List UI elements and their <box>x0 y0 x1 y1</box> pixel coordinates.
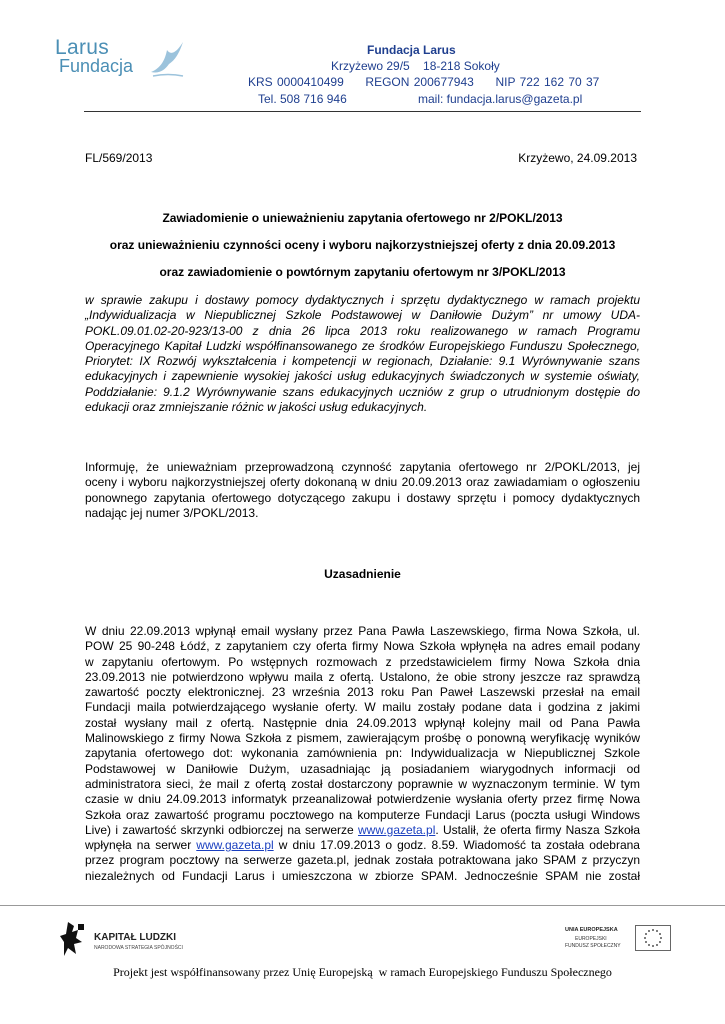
footer-divider <box>0 905 725 906</box>
justification-line: niezależnych od Fundacji Larus i umieszczona w zbiorze SPAM. Jednocześnie SPAM nie został <box>85 868 640 883</box>
intro-line: „Indywidualizacja w Niepublicznej Szkole Podstawowej w Daniłowie Dużym” nr umowy UDA- <box>85 308 640 323</box>
justification-heading: Uzasadnienie <box>324 567 401 581</box>
logo-fundacja-text: Fundacja <box>59 56 134 76</box>
kapital-ludzki-logo <box>60 920 200 960</box>
org-address: Krzyżewo 29/5 18-218 Sokoły <box>331 59 500 73</box>
intro-line: edukacji oraz zmniejszanie różnic w jakości usług edukacyjnych. <box>85 400 428 415</box>
org-phone: Tel. 508 716 946 <box>258 92 347 106</box>
document-date: Krzyżewo, 24.09.2013 <box>518 151 637 165</box>
eu-line-2: EUROPEJSKI <box>575 936 607 942</box>
justification-line: 23.09.2013 nie potwierdzono wpływu maila z ofertą. Ustalono, że obie strony jeszcze raz sprawdzą <box>85 669 640 684</box>
kapital-ludzki-subtitle: NARODOWA STRATEGIA SPÓJNOŚCI <box>94 945 183 951</box>
justification-line-with-link <box>85 823 640 838</box>
title-line-3: oraz zawiadomienie o powtórnym zapytaniu ofertowym nr 3/POKL/2013 <box>159 265 566 279</box>
justification-line: administratora sieci, że mail z ofertą został dostarczony poprawnie w wyznaczonym terminie. W tym <box>85 776 640 791</box>
eu-flag-icon <box>635 925 671 951</box>
intro-line: Priorytet: IX Rozwój wykształcenia i kompetencji w regionach, Działanie: 9.1 Wyrównywanie szans <box>85 354 640 369</box>
justification-line: Fundacji maila potwierdzającego wysłanie oferty. W mailu zostały podane data i godzina z jakimi <box>85 700 640 715</box>
line-text: w dniu 17.09.2013 o godz. 8.59. Wiadomość ta została odebrana <box>273 838 640 853</box>
eu-stars-icon <box>636 926 670 950</box>
gazeta-link[interactable]: www.gazeta.pl <box>357 822 436 837</box>
intro-line: Operacyjnego Kapitał Ludzki współfinansowanego ze środków Europejskiego Funduszu Społecznego, <box>85 338 640 353</box>
header-divider <box>84 111 641 112</box>
justification-line: Szkoła oraz zawartość programu pocztowego na komputerze Fundacji Larus (poczta usługi Windows <box>85 807 640 822</box>
eu-line-3: FUNDUSZ SPOŁECZNY <box>565 943 621 949</box>
line-text: wpłynęła na serwer <box>85 838 197 853</box>
kapital-ludzki-title: KAPITAŁ LUDZKI <box>94 932 177 943</box>
notice-line: Informuję, że unieważniam przeprowadzoną czynność zapytania ofertowego nr 2/POKL/2013, jej <box>85 460 640 474</box>
eu-logo <box>565 925 675 961</box>
intro-paragraph <box>85 293 640 415</box>
line-text: Live) i zawartość skrzynki odbiorczej na serwerze <box>85 822 358 837</box>
justification-line: przez program pocztowy na serwerze gazeta.pl, jednak została potraktowana jako SPAM z przyczyn <box>85 853 640 868</box>
justification-line: zapytania ofertowego dot: wykonania zamównienia pn: Indywidualizacja w Niepublicznej Szkole <box>85 746 640 761</box>
justification-line: W dniu 22.09.2013 wpłynął email wysłany przez Pana Pawła Laszewskiego, firma Nowa Szkoła, ul. <box>85 624 640 638</box>
justification-line: Podstawowej w Daniłowie Dużym, uzasadniając ją posiadaniem wiarygodnych informacji od <box>85 761 640 776</box>
title-line-1: Zawiadomienie o unieważnieniu zapytania ofertowego nr 2/POKL/2013 <box>162 211 563 225</box>
org-mail: mail: fundacja.larus@gazeta.pl <box>418 92 583 106</box>
justification-line: zawartość poczty elektronicznej. 23 września 2013 roku Pan Paweł Laszewski przesłał na email <box>85 685 640 700</box>
intro-line: Poddziałanie: 9.1.2 Wyrównywanie szans edukacyjnych uczniów z grup o utrudnionym dostępie do <box>85 384 640 399</box>
eu-title: UNIA EUROPEJSKA <box>565 927 618 933</box>
notice-line: ponownego zapytania ofertowego dotyczącego zakupu i dostawy sprzętu i pomocy dydaktycznych <box>85 490 640 505</box>
document-reference: FL/569/2013 <box>85 151 153 165</box>
org-registry: KRS 0000410499 REGON 200677943 NIP 722 162 70 37 <box>248 75 600 89</box>
justification-line-with-link <box>85 838 640 853</box>
larus-logo <box>55 36 195 86</box>
intro-line: w sprawie zakupu i dostawy pomocy dydaktycznych i sprzętu dydaktycznego w ramach projektu <box>85 293 640 307</box>
notice-line: oceny i wyboru najkorzystniejszej oferty dokonaną w dniu 20.09.2013 oraz zawiadamiam o ogłoszeniu <box>85 475 640 490</box>
intro-line: edukacyjnych i zapewnienie wysokiej jakości usług edukacyjnych świadczonych w systemie oświaty, <box>85 369 640 384</box>
justification-paragraph <box>85 624 640 884</box>
logo-larus-text: Larus <box>55 36 110 59</box>
line-text: . Ustalił, że oferta firmy Nasza Szkoła <box>435 822 640 837</box>
org-name: Fundacja Larus <box>367 43 456 57</box>
footer-cofinancing-note: Projekt jest współfinansowany przez Unię Europejską w ramach Europejskiego Funduszu Społecznego <box>113 965 612 979</box>
justification-line: został wysłany mail z ofertą. Następnie dnia 24.09.2013 wpłynął kolejny mail od Pana Pawła <box>85 715 640 730</box>
justification-line: Malinowskiego z firmy Nowa Szkoła z pismem, zawierającym prośbę o ponowną weryfikację wyników <box>85 731 640 746</box>
gazeta-link[interactable]: www.gazeta.pl <box>196 838 274 853</box>
bird-icon <box>147 38 187 80</box>
justification-line: czasie w dniu 24.09.2013 informatyk przeanalizował potwierdzenie wysłania oferty przez firmę Nowa <box>85 792 640 807</box>
justification-line: POW 25 90-248 Łódź, z zapytaniem czy oferta firmy Nowa Szkoła wpłynęła na adres email podany <box>85 639 640 654</box>
kapital-ludzki-emblem-icon <box>60 920 90 958</box>
title-line-2: oraz unieważnieniu czynności oceny i wyboru najkorzystniejszej oferty z dnia 20.09.2013 <box>109 238 616 252</box>
notice-paragraph <box>85 460 640 521</box>
justification-line: w zapytaniu ofertowym. Po wstępnych rozmowach z przedstawicielem firmy Nowa Szkoła dnia <box>85 654 640 669</box>
intro-line: POKL.09.01.02-20-923/13-00 z dnia 26 lipca 2013 roku realizowanego w ramach Programu <box>85 323 640 338</box>
notice-line: nadając jej numer 3/POKL/2013. <box>85 505 259 520</box>
